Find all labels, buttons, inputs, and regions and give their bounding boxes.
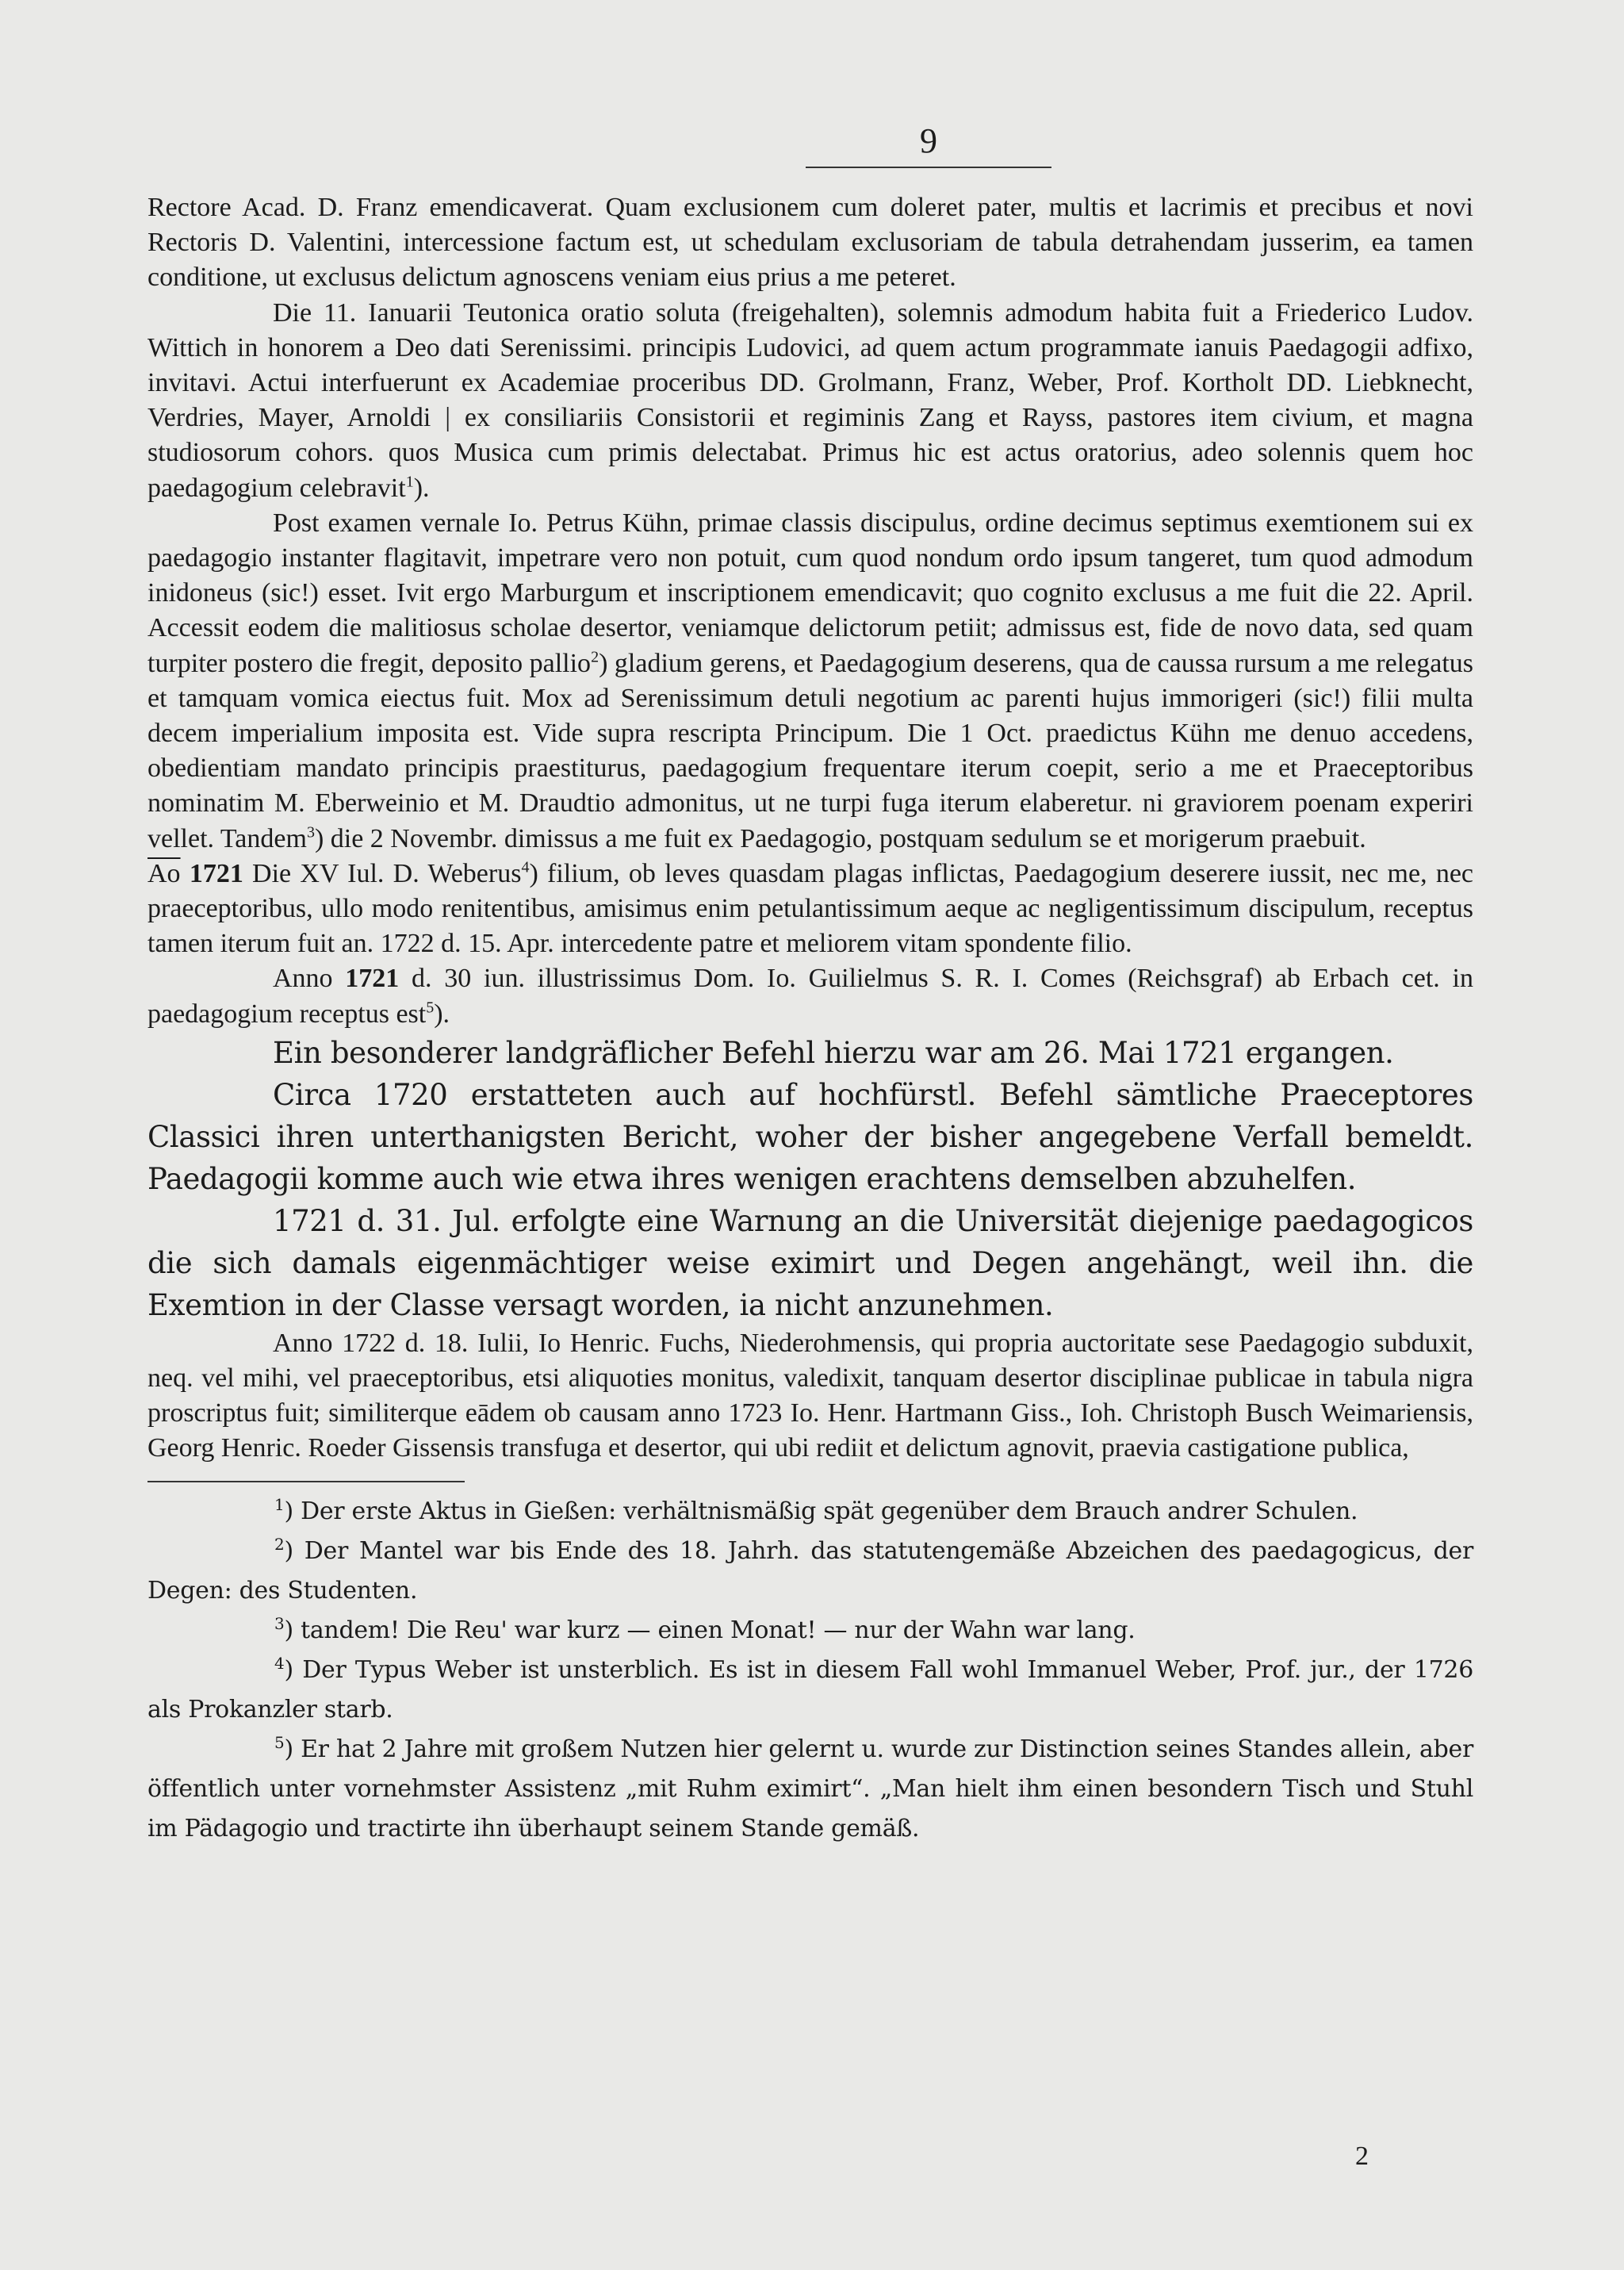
paragraph-5-prefix: Anno bbox=[273, 964, 346, 994]
footnote-ref-2: 2 bbox=[591, 648, 599, 666]
paragraph-3-text-c: ) die 2 Novembr. dimissus a me fuit ex Paedagogio, postquam sedulum se et morigerum praebuit. bbox=[314, 823, 1366, 853]
footnote-ref-5: 5 bbox=[426, 999, 435, 1017]
footnote-4 bbox=[147, 1651, 1473, 1730]
footnote-ref-4: 4 bbox=[521, 858, 530, 876]
paragraph-3-text-a: Post examen vernale Io. Petrus Kühn, primae classis discipulus, ordine decimus septimus exemtionem sui ex paedagogio instanter flagitavit, impetrare vero non potuit, cum quod nondum ordo ipsum tangeret, tum quod admodum inidoneus (sic!) esset. Ivit ergo Marburgum et inscriptionem emendicavit; quo cognito exclusus a me fuit die 22. April. Accessit eodem die malitiosus scholae desertor, veniamque delictorum petiit; admissus est, fide de novo data, sed quam turpiter postero die fregit, deposito pallio bbox=[147, 508, 1473, 678]
footnote-mark-4: 4 bbox=[274, 1653, 285, 1673]
year-1721-b: 1721 bbox=[345, 964, 400, 994]
paragraph-4-text-b: ) filium, ob leves quasdam plagas inflictas, Paedagogium deserere iussit, nec me, nec praeceptoribus, ullo modo renitentibus, amisimus enim petulantissimum aeque ac negligentissimum discipulum, receptus tamen iterum fuit an. 1722 d. 15. Apr. intercedente patre et meliorem vitam spondente filio. bbox=[147, 858, 1474, 959]
page-number: 9 bbox=[806, 119, 1051, 168]
paragraph-6-fraktur: Ein besonderer landgräflicher Befehl hierzu war am 26. Mai 1721 ergangen. bbox=[273, 1035, 1394, 1070]
paragraph-2 bbox=[147, 296, 1473, 506]
footnote-2 bbox=[147, 1532, 1473, 1611]
footnote-text-5: ) Er hat 2 Jahre mit großem Nutzen hier gelernt u. wurde zur Distinction seines Standes allein, aber öffentlich unter vornehmster Assistenz „mit Ruhm eximirt“. „Man hielt ihm einen besondern Tisch und Stuhl im Pädagogio und tractirte ihn überhaupt seinem Stande gemäß. bbox=[147, 1735, 1473, 1842]
footnote-mark-3: 3 bbox=[274, 1613, 285, 1633]
paragraph-5 bbox=[147, 961, 1473, 1031]
paragraph-5-end: ). bbox=[434, 999, 450, 1029]
paragraph-5-text: d. 30 iun. illustrissimus Dom. Io. Guilielmus S. R. I. Comes (Reichsgraf) ab Erbach cet. in paedagogium receptus est bbox=[147, 964, 1473, 1029]
footnote-text-4: ) Der Typus Weber ist unsterblich. Es ist in diesem Fall wohl Immanuel Weber, Prof. jur., der 1726 als Prokanzler starb. bbox=[147, 1655, 1473, 1724]
footnote-1 bbox=[147, 1492, 1473, 1532]
paragraph-2-text: Die 11. Ianuarii Teutonica oratio soluta (freigehalten), solemnis admodum habita fuit a Friederico Ludov. Wittich in honorem a Deo dati Serenissimi. principis Ludovici, ad quem actum programmate ianuis Paedagogii adfixo, invitavi. Actui interfuerunt ex Academiae proceribus DD. Grolmann, Franz, Weber, Prof. Kortholt DD. Liebknecht, Verdries, Mayer, Arnoldi | ex consiliariis Consistorii et regiminis Zang et Rayss, pastores item civium, et magna studiosorum cohors. quos Musica cum primis delectabat. Primus hic est actus oratorius, adeo solennis quem hoc paedagogium celebravit bbox=[147, 297, 1473, 503]
footnote-ref-1: 1 bbox=[405, 473, 414, 491]
paragraph-7-fraktur: Circa 1720 erstatteten auch auf hochfürstl. Befehl sämtliche Praeceptores Classici ihren unterthanigsten Bericht, woher der bisher angegebene Verfall bemeldt. Paedagogii komme auch wie etwa ihres wenigen erachtens demselben abzuhelfen. bbox=[147, 1077, 1473, 1196]
signature-mark: 2 bbox=[1355, 2142, 1369, 2171]
paragraph-9: Anno 1722 d. 18. Iulii, Io Henric. Fuchs, Niederohmensis, qui propria auctoritate sese Paedagogio subduxit, neq. vel mihi, vel praeceptoribus, etsi aliquoties monitus, valedixit, tanquam desertor disciplinae publicae in tabula nigra proscriptus fuit; similiterque eādem ob causam anno 1723 Io. Henr. Hartmann Giss., Ioh. Christoph Busch Weimariensis, Georg Henric. Roeder Gissensis transfuga et desertor, qui ubi rediit et delictum agnovit, praevia castigatione publica, bbox=[147, 1328, 1473, 1463]
paragraph-1: Rectore Acad. D. Franz emendicaverat. Quam exclusionem cum doleret pater, multis et lacrimis et precibus et novi Rectoris D. Valentini, intercessione factum est, ut schedulam exclusoriam de tabula detrahendam jusserim, ea tamen conditione, ut exclusus delictum agnoscens veniam eius prius a me peteret. bbox=[147, 193, 1473, 293]
paragraph-4 bbox=[147, 857, 1473, 962]
paragraph-2-end: ). bbox=[413, 473, 430, 503]
footnote-3 bbox=[147, 1611, 1473, 1651]
year-1721: 1721 bbox=[189, 858, 243, 888]
paragraph-4-text-a: Die XV Iul. D. Weberus bbox=[243, 858, 522, 888]
footnotes bbox=[147, 1492, 1473, 1849]
footnote-ref-3: 3 bbox=[306, 823, 315, 842]
paragraph-3 bbox=[147, 506, 1473, 857]
footnote-divider bbox=[147, 1481, 465, 1482]
paragraph-3-text-b: ) gladium gerens, et Paedagogium deserens, qua de caussa rursum a me relegatus et tamquam vomica eiectus fuit. Mox ad Serenissimum detuli negotium ac parenti hujus immorigeri (sic!) filii multa decem imperialium imposita est. Vide supra rescripta Principum. Die 1 Oct. praedictus Kühn me denuo accedens, obedientiam mandato principis praestiturus, paedagogium frequentare iterum coepit, serio a me et Praeceptoribus nominatim M. Eberweinio et M. Draudtio admonitus, ut ne turpi fuga iterum elaberetur. ni graviorem poenam experiri vellet. Tandem bbox=[147, 648, 1473, 853]
paragraph-8-fraktur: 1721 d. 31. Jul. erfolgte eine Warnung an die Universität diejenige paedagogicos die sich damals eigenmächtiger weise eximirt und Degen angehängt, weil ihn. die Exemtion in der Classe versagt worden, ia nicht anzunehmen. bbox=[147, 1203, 1473, 1322]
footnote-mark-1: 1 bbox=[274, 1494, 285, 1514]
footnote-mark-2: 2 bbox=[274, 1534, 285, 1554]
anno-abbreviation: $\overline{Ao}$ bbox=[147, 858, 181, 888]
footnote-mark-5: 5 bbox=[274, 1732, 285, 1752]
footnote-text-1: ) Der erste Aktus in Gießen: verhältnismäßig spät gegenüber dem Brauch andrer Schulen. bbox=[284, 1497, 1358, 1525]
footnote-5 bbox=[147, 1730, 1473, 1849]
main-text bbox=[147, 190, 1473, 1467]
footnote-text-3: ) tandem! Die Reu' war kurz — einen Monat! — nur der Wahn war lang. bbox=[284, 1616, 1136, 1644]
footnote-text-2: ) Der Mantel war bis Ende des 18. Jahrh. das statutengemäße Abzeichen des paedagogicus, der Degen: des Studenten. bbox=[147, 1536, 1473, 1605]
